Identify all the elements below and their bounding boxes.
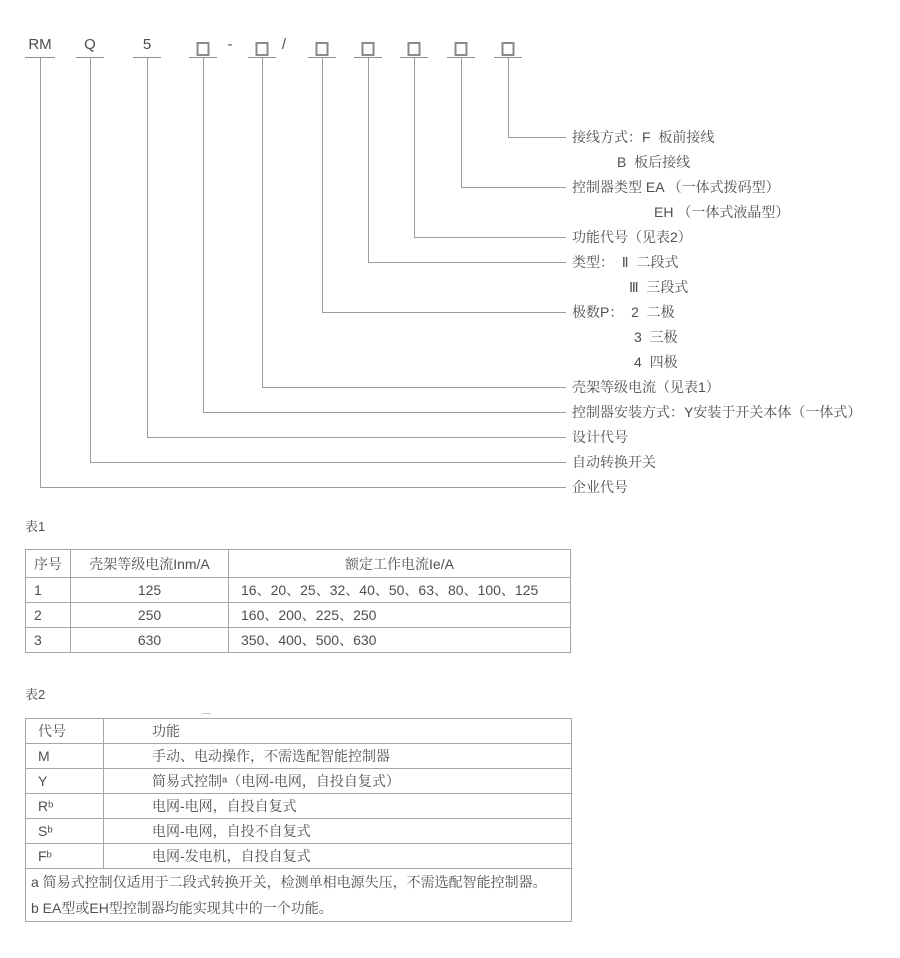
connector-vline-box1 <box>203 58 204 412</box>
label-wiring-type-b: B 板后接线 <box>617 154 691 170</box>
table-cell: 125 <box>71 578 229 603</box>
label-design-code: 设计代号 <box>572 429 628 445</box>
table-header-row <box>26 719 572 744</box>
connector-hline-switch-name <box>90 462 566 463</box>
table-cell: 250 <box>71 603 229 628</box>
connector-vline-box6 <box>461 58 462 187</box>
table-cell: Rᵇ <box>26 794 104 819</box>
label-controller-type: 控制器类型 EA （一体式拨码型） <box>572 179 780 195</box>
table-cell: 350、400、500、630 <box>229 628 571 653</box>
connector-vline-box7 <box>508 58 509 137</box>
footnote-a: a 简易式控制仅适用于二段式转换开关，检测单相电源失压，不需选配智能控制器。 <box>31 874 547 890</box>
th-rated-current: 额定工作电流Ie/A <box>229 550 571 578</box>
label-function-code: 功能代号（见表2） <box>572 229 692 245</box>
label-poles-3: 3 三极 <box>634 329 678 345</box>
table-cell: 简易式控制ᵃ（电网-电网，自投自复式） <box>104 769 572 794</box>
table-cell: 电网-电网，自投自复式 <box>104 794 572 819</box>
table-cell: 2 <box>26 603 71 628</box>
th-serial: 序号 <box>26 550 71 578</box>
label-controller-mounting: 控制器安装方式：Y安装于开关本体（一体式） <box>572 404 862 420</box>
table-cell: Sᵇ <box>26 819 104 844</box>
connector-hline-function-code <box>414 237 566 238</box>
connector-vline-box2 <box>262 58 263 387</box>
label-switch-name: 自动转换开关 <box>572 454 656 470</box>
table-row <box>26 603 571 628</box>
connector-hline-wiring <box>508 137 566 138</box>
table-row <box>26 794 572 819</box>
connector-hline-design-code <box>147 437 566 438</box>
label-frame-current: 壳架等级电流（见表1） <box>572 379 720 395</box>
connector-vline-box3 <box>322 58 323 312</box>
code-prefix-rm: RM <box>28 36 52 53</box>
connector-vline-rm <box>40 58 41 487</box>
table-header-row <box>26 550 571 578</box>
table-cell: 电网-发电机，自投自复式 <box>104 844 572 869</box>
table-cell: Y <box>26 769 104 794</box>
connector-vline-q <box>90 58 91 462</box>
label-wiring-type: 接线方式：F 板前接线 <box>572 129 715 145</box>
th-frame-current: 壳架等级电流Inm/A <box>71 550 229 578</box>
table-cell: 3 <box>26 628 71 653</box>
table-cell: 1 <box>26 578 71 603</box>
connector-hline-type <box>368 262 566 263</box>
connector-hline-frame-current <box>262 387 566 388</box>
table-cell: M <box>26 744 104 769</box>
table-row <box>26 744 572 769</box>
code-prefix-q: Q <box>84 36 96 53</box>
label-type-iii: Ⅲ 三段式 <box>629 279 689 295</box>
code-box-3 <box>316 42 329 56</box>
code-slash: / <box>281 36 287 53</box>
code-box-5 <box>408 42 421 56</box>
table-cell: 16、20、25、32、40、50、63、80、100、125 <box>229 578 571 603</box>
connector-hline-company-code <box>40 487 566 488</box>
connector-hline-controller-type <box>461 187 566 188</box>
code-box-4 <box>362 42 375 56</box>
th-code: 代号 <box>26 719 104 744</box>
footnote-cell <box>26 869 572 922</box>
connector-hline-mounting <box>203 412 566 413</box>
table-row <box>26 769 572 794</box>
label-poles: 极数P： 2 二极 <box>572 304 675 320</box>
stray-mark <box>202 713 211 714</box>
table2-title: 表2 <box>25 687 46 702</box>
footnote-b: b EA型或EH型控制器均能实现其中的一个功能。 <box>31 900 333 916</box>
label-controller-type-eh: EH （一体式液晶型） <box>654 204 790 220</box>
connector-vline-box5 <box>414 58 415 237</box>
table-cell: Fᵇ <box>26 844 104 869</box>
table-row <box>26 844 572 869</box>
code-box-6 <box>455 42 468 56</box>
label-company-code: 企业代号 <box>572 479 628 495</box>
table1-title: 表1 <box>25 519 46 534</box>
code-prefix-5: 5 <box>142 36 152 53</box>
th-function: 功能 <box>104 719 572 744</box>
connector-hline-poles <box>322 312 566 313</box>
table-cell: 电网-电网，自投不自复式 <box>104 819 572 844</box>
table-row <box>26 819 572 844</box>
frame-current-table <box>25 549 571 653</box>
code-box-2 <box>256 42 269 56</box>
label-type: 类型： Ⅱ 二段式 <box>572 254 679 270</box>
table-row <box>26 628 571 653</box>
table-row <box>26 578 571 603</box>
connector-vline-5 <box>147 58 148 437</box>
table-cell: 160、200、225、250 <box>229 603 571 628</box>
function-code-table <box>25 718 572 922</box>
code-box-7 <box>502 42 515 56</box>
label-poles-4: 4 四极 <box>634 354 678 370</box>
table-cell: 手动、电动操作，不需选配智能控制器 <box>104 744 572 769</box>
code-box-1 <box>197 42 210 56</box>
code-dash: - <box>227 36 233 53</box>
table-footnote-row <box>26 869 572 922</box>
connector-vline-box4 <box>368 58 369 262</box>
table-cell: 630 <box>71 628 229 653</box>
